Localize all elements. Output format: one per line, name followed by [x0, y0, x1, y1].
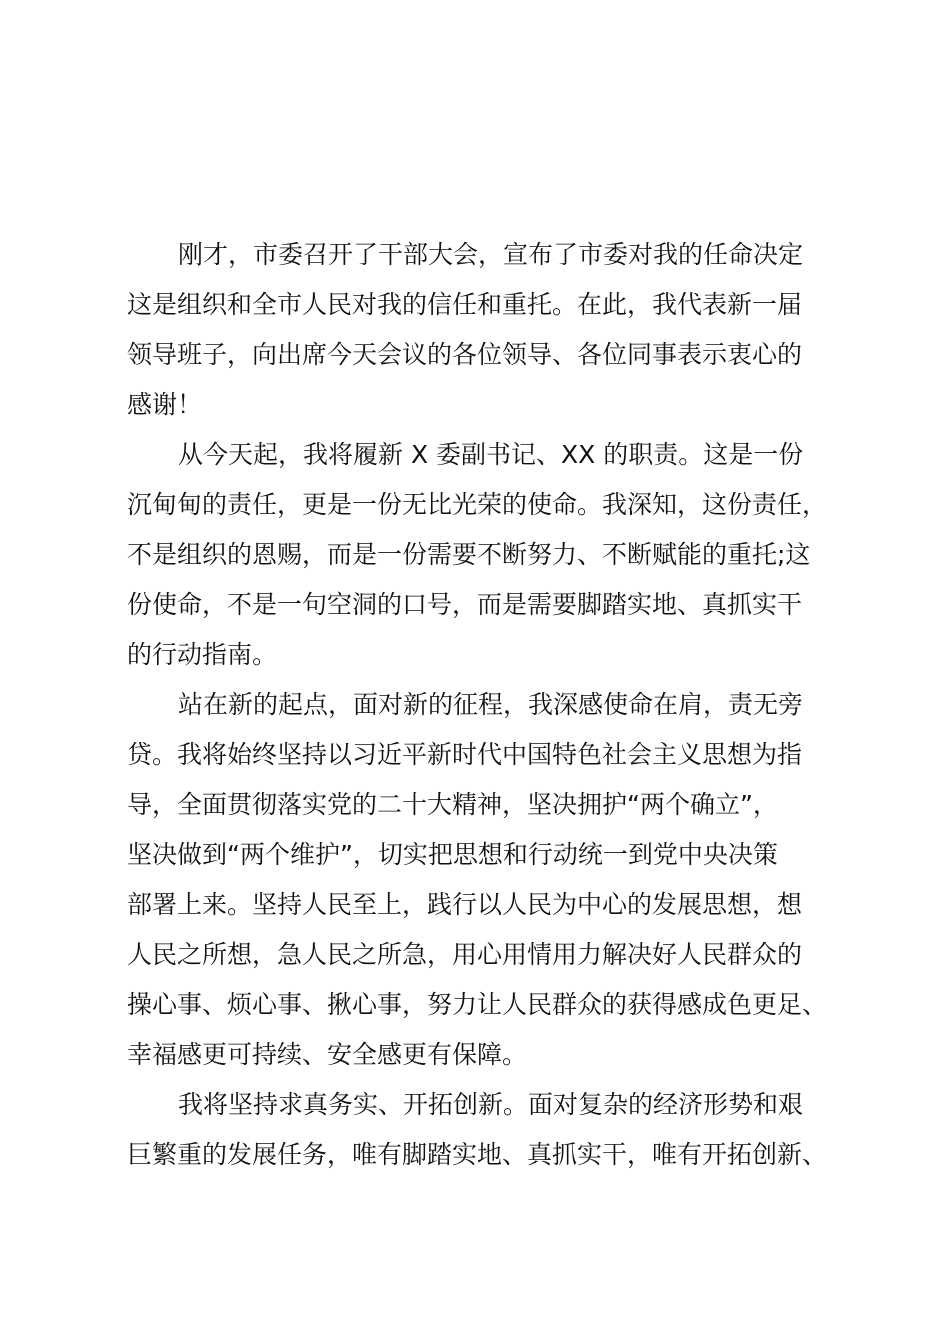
paragraph-1-line-3: 领导班子，向出席今天会议的各位领导、各位同事表示衷心的	[127, 340, 803, 369]
paragraph-4-line-2: 巨繁重的发展任务，唯有脚踏实地、真抓实干，唯有开拓创新、	[127, 1140, 828, 1169]
paragraph-1-line-1: 刚才，市委召开了干部大会，宣布了市委对我的任命决定	[178, 240, 804, 269]
paragraph-3-line-6: 人民之所想，急人民之所急，用心用情用力解决好人民群众的	[127, 940, 803, 969]
paragraph-3-line-1: 站在新的起点，面对新的征程，我深感使命在肩，责无旁	[178, 690, 804, 719]
paragraph-1-line-2: 这是组织和全市人民对我的信任和重托。在此，我代表新一届	[127, 290, 803, 319]
paragraph-3-line-2: 贷。我将始终坚持以习近平新时代中国特色社会主义思想为指	[127, 740, 803, 769]
paragraph-1-line-4: 感谢！	[127, 390, 203, 419]
paragraph-2-line-2: 沉甸甸的责任，更是一份无比光荣的使命。我深知，这份责任，	[127, 490, 828, 519]
paragraph-2-line-1: 从今天起，我将履新 X 委副书记、XX 的职责。这是一份	[178, 440, 804, 469]
paragraph-3-line-4: 坚决做到“两个维护”，切实把思想和行动统一到党中央决策	[127, 840, 778, 869]
paragraph-3-line-7: 操心事、烦心事、揪心事，努力让人民群众的获得感成色更足、	[127, 990, 828, 1019]
paragraph-2-line-3: 不是组织的恩赐，而是一份需要不断努力、不断赋能的重托;这	[127, 540, 811, 569]
paragraph-3-line-5: 部署上来。坚持人民至上，践行以人民为中心的发展思想，想	[127, 890, 803, 919]
paragraph-3-line-8: 幸福感更可持续、安全感更有保障。	[127, 1040, 528, 1069]
paragraph-2-line-5: 的行动指南。	[127, 640, 278, 669]
paragraph-2-line-4: 份使命，不是一句空洞的口号，而是需要脚踏实地、真抓实干	[127, 590, 803, 619]
paragraph-4-line-1: 我将坚持求真务实、开拓创新。面对复杂的经济形势和艰	[178, 1090, 804, 1119]
paragraph-3-line-3: 导，全面贯彻落实党的二十大精神，坚决拥护“两个确立”，	[127, 790, 778, 819]
